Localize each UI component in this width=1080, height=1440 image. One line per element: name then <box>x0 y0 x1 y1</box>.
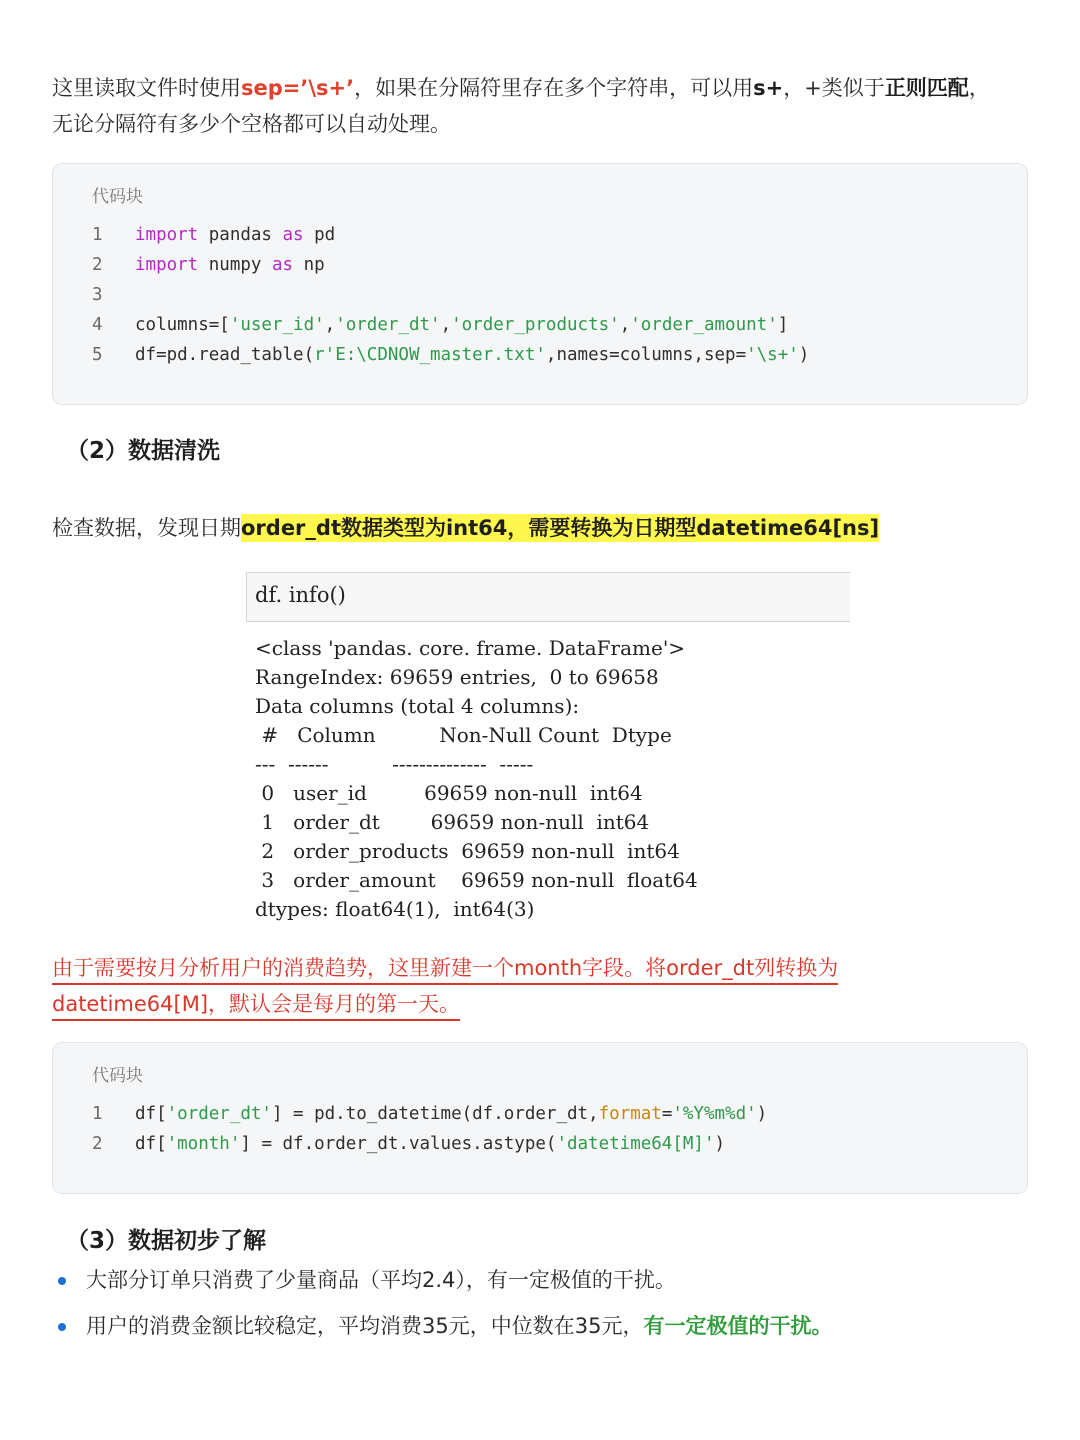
code-text: ] = pd.to_datetime(df.order_dt, <box>271 1104 599 1124</box>
intro-paragraph <box>52 70 1028 142</box>
string-literal: '%Y%m%d' <box>672 1104 757 1124</box>
bold-s-plus: s+ <box>753 76 784 100</box>
code-text: ] = df.order_dt.values.astype( <box>240 1134 557 1154</box>
line-number: 3 <box>92 285 103 305</box>
month-note-line1: 由于需要按月分析用户的消费趋势，这里新建一个month字段。将order_dt列转换为 <box>52 956 838 985</box>
code-lines <box>53 220 1027 370</box>
output-line: <class 'pandas. core. frame. DataFrame'> <box>255 636 686 660</box>
code-line <box>53 220 1027 250</box>
code-block-label: 代码块 <box>92 1066 143 1086</box>
code-block-label: 代码块 <box>92 187 143 207</box>
notebook-output <box>255 634 698 924</box>
output-line: # Column Non-Null Count Dtype <box>255 723 685 747</box>
code-line <box>53 280 1027 310</box>
list-item <box>52 1308 1028 1354</box>
section-heading-2: （2）数据清洗 <box>66 438 221 464</box>
output-line: Data columns (total 4 columns): <box>255 694 580 718</box>
output-line: --- ------ -------------- ----- <box>255 752 546 776</box>
code-text: pandas <box>198 225 283 245</box>
code-text: pd <box>303 225 336 245</box>
code-line <box>53 340 1027 370</box>
check-paragraph <box>52 510 1028 546</box>
code-text: , <box>440 315 452 335</box>
code-text: df=pd.read_table( <box>135 345 315 365</box>
keyword: import <box>135 255 199 275</box>
output-line: dtypes: float64(1), int64(3) <box>255 897 535 921</box>
bullet-text: 大部分订单只消费了少量商品（平均2.4），有一定极值的干扰。 <box>86 1268 676 1292</box>
code-text: ) <box>798 345 810 365</box>
string-literal: 'order_amount' <box>630 315 778 335</box>
line-number: 2 <box>92 1134 103 1154</box>
code-text: np <box>293 255 325 275</box>
string-literal: 'order_dt' <box>335 315 441 335</box>
code-text: df[ <box>135 1134 167 1154</box>
intro-text-end: ， <box>968 76 990 100</box>
output-line: 0 user_id 69659 non-null int64 <box>255 781 656 805</box>
bullet-green-text: 有一定极值的干扰。 <box>643 1314 833 1338</box>
output-line: 1 order_dt 69659 non-null int64 <box>255 810 662 834</box>
line-number: 4 <box>92 315 103 335</box>
string-literal: 'order_dt' <box>166 1104 272 1124</box>
intro-text-middle2: ，+类似于 <box>783 76 885 100</box>
string-literal: 'month' <box>166 1134 241 1154</box>
string-literal: '\s+' <box>746 345 799 365</box>
string-literal: 'datetime64[M]' <box>556 1134 715 1154</box>
line-number: 1 <box>92 225 103 245</box>
code-text: ) <box>756 1104 768 1124</box>
check-prefix: 检查数据，发现日期 <box>52 516 241 540</box>
code-text: ,names=columns,sep= <box>545 345 747 365</box>
code-block-2[interactable] <box>52 1042 1028 1194</box>
string-literal: 'order_products' <box>451 315 620 335</box>
code-text: ] <box>777 315 789 335</box>
code-line <box>53 310 1027 340</box>
code-text: columns=[ <box>135 315 230 335</box>
code-text: , <box>619 315 631 335</box>
list-item <box>52 1262 1028 1308</box>
input-code: df. info() <box>255 583 346 607</box>
code-text: df[ <box>135 1104 167 1124</box>
bullet-icon <box>58 1323 66 1331</box>
month-note-line2: datetime64[M]，默认会是每月的第一天。 <box>52 992 460 1021</box>
notebook-input-cell <box>246 572 850 622</box>
bold-regex: 正则匹配 <box>884 76 969 100</box>
sep-highlight: sep=’\s+’ <box>241 76 355 100</box>
bullet-text: 用户的消费金额比较稳定，平均消费35元，中位数在35元， <box>86 1314 644 1338</box>
string-literal: r'E:\CDNOW_master.txt' <box>314 345 546 365</box>
keyword: as <box>282 225 304 245</box>
keyword: import <box>135 225 199 245</box>
intro-line2: 无论分隔符有多少个空格都可以自动处理。 <box>52 112 451 136</box>
check-highlight: order_dt数据类型为int64，需要转换为日期型datetime64[ns] <box>241 516 880 540</box>
code-lines <box>53 1099 1027 1159</box>
line-number: 2 <box>92 255 103 275</box>
code-text: = <box>661 1104 673 1124</box>
intro-text-middle: ，如果在分隔符里存在多个字符串，可以用 <box>354 76 754 100</box>
output-line: RangeIndex: 69659 entries, 0 to 69658 <box>255 665 659 689</box>
output-line: 3 order_amount 69659 non-null float64 <box>255 868 698 892</box>
code-line <box>53 1099 1027 1129</box>
section-heading-3: （3）数据初步了解 <box>66 1228 267 1254</box>
line-number: 5 <box>92 345 103 365</box>
output-line: 2 order_products 69659 non-null int64 <box>255 839 693 863</box>
keyword-argument: format <box>598 1104 662 1124</box>
keyword: as <box>271 255 294 275</box>
intro-text-before: 这里读取文件时使用 <box>52 76 241 100</box>
code-text: , <box>324 315 336 335</box>
line-number: 1 <box>92 1104 103 1124</box>
code-line <box>53 1129 1027 1159</box>
code-text: numpy <box>198 255 272 275</box>
bullet-list <box>52 1262 1028 1354</box>
string-literal: 'user_id' <box>229 315 325 335</box>
bullet-icon <box>58 1277 66 1285</box>
code-line <box>53 250 1027 280</box>
code-text: ) <box>714 1134 726 1154</box>
code-block-1[interactable] <box>52 163 1028 405</box>
month-note <box>52 950 1028 1022</box>
